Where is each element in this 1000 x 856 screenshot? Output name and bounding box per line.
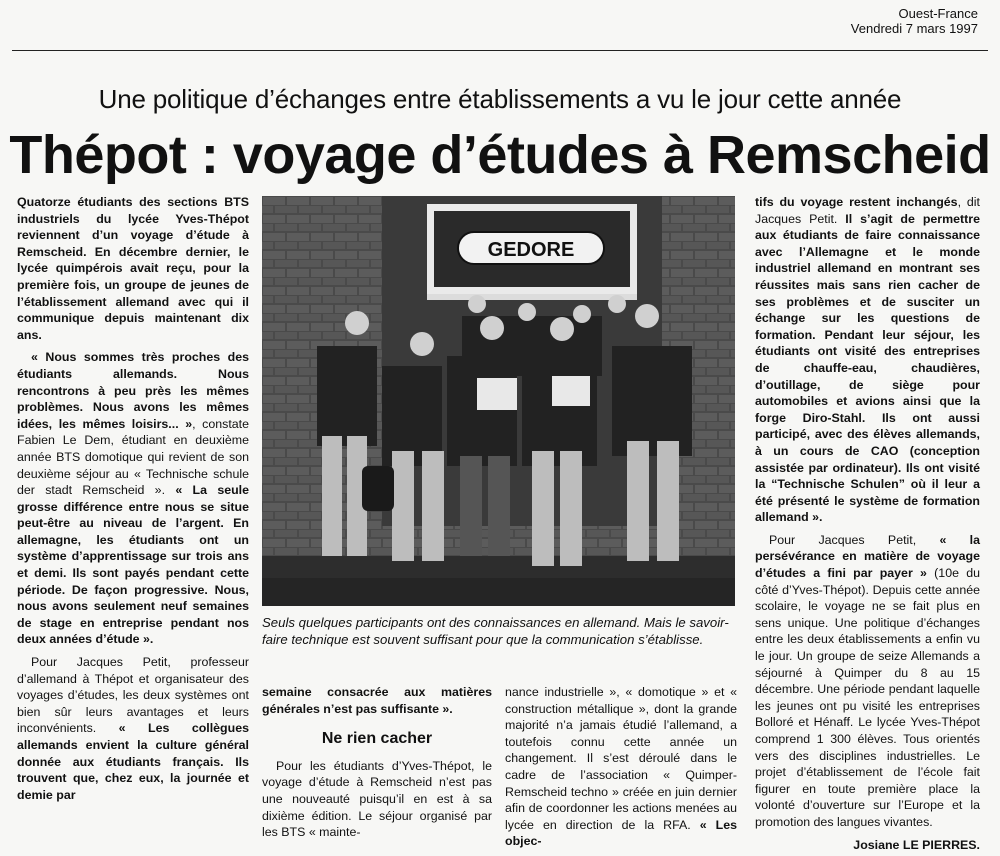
article-column-4 — [755, 194, 980, 853]
lead-paragraph: Quatorze étudiants des sections BTS industriels du lycée Yves-Thépot reviennent d’un voyage d’étude à Remscheid. En décembre dernier, le lycée quimpérois avait reçu, pour la première fois, un groupe de jeunes de l’établissement allemand avec qui il communique depuis maintenant dix ans. — [17, 195, 249, 342]
issue-date: Vendredi 7 mars 1997 — [850, 21, 978, 36]
article-column-2 — [262, 684, 492, 847]
header-rule — [12, 50, 988, 51]
group-photo — [262, 196, 735, 606]
paragraph: Pour Jacques Petit, « la persévérance en matière de voyage d’études a fini par payer » (10e du côté d’Yves-Thépot). Depuis cette année scolaire, le voyage ne se fait plus en sens unique. Une politique d’échanges entre les deux établissements a enfin vu le jour. Un groupe de seize Allemands a séjourné à Quimper du 8 au 15 décembre. Une période pendant laquelle les jeunes ont pu visité les entreprises Bolloré et Hénaff. Le lycée Yves-Thépot comprend 1 300 élèves. Tous orientés vers des disciplines industrielles. Le projet d’établissement de l’école fait figurer en toute première place la volonté d’ouverture sur l’Europe et la promotion des langues vivantes. — [755, 532, 981, 829]
gedore-sign: GEDORE — [487, 239, 575, 261]
photo-illustration — [262, 196, 735, 606]
subheading: Ne rien cacher — [321, 730, 433, 748]
masthead — [851, 6, 978, 36]
article-column-1 — [17, 194, 249, 809]
paragraph: nance industrielle », « domotique » et « construction métallique », dont la grande majorité n’a jamais étudié l’allemand, a toutefois connu cette année un changement. Il s’est déroulé dans le cadre de l’association « Quimper-Remscheid techno » créée en juin dernier afin de coordonner les actions menées au lycée en direction de la RFA. « Les objec- — [505, 685, 737, 849]
paragraph: semaine consacrée aux matières générales n’est pas suffisante ». — [262, 685, 492, 716]
headline: Thépot : voyage d’études à Remscheid — [9, 125, 991, 185]
article-column-3 — [505, 684, 737, 856]
paragraph: tifs du voyage restent inchangés, dit Jacques Petit. Il s’agit de permettre aux étudiants de faire connaissance avec l’Allemagne et le monde industriel allemand en montrant ses réussites mais sans rien cacher de ses problèmes et de susciter un échange sur les questions de formation. Pendant leur séjour, les étudiants ont visité des entreprises de chauffe-eau, chaudières, d’outillage, de siège pour automobiles et avions ainsi que la forge Diro-Stahl. Ils ont aussi participé, avec des élèves allemands, à un cours de CAO (conception assistée par ordinateur). Ils ont visité la “Technische Schulen” où il leur a été présenté le système de formation allemand ». — [755, 195, 980, 525]
paragraph: « Nous sommes très proches des étudiants allemands. Nous rencontrons à peu près les mêmes problèmes. Nous avons les mêmes idées, les mêmes loisirs... », constate Fabien Le Dem, étudiant en deuxième année BTS domotique qui revient de son deuxième séjour au « Technische schule der stadt Remscheid ». « La seule grosse différence entre nous se situe peut-être au niveau de l’argent. En allemagne, les étudiants ont un système d’apprentissage sur trois ans et demi. Ils sont payés pendant cette période. De façon progressive. Nous, nous avons seulement neuf semaines de stage en entreprise pendant nos deux années d’étude ». — [17, 350, 250, 647]
paragraph: Pour Jacques Petit, professeur d’allemand à Thépot et organisateur des voyages d’études, les deux systèmes ont bien sûr leurs avantages et leurs inconvénients. « Les collègues allemands envient la culture général donnée aux étudiants français. Ils trouvent que, chez eux, la journée et demie par — [17, 655, 249, 802]
kicker: Une politique d’échanges entre établissements a vu le jour cette année — [98, 84, 902, 114]
paragraph: Pour les étudiants d’Yves-Thépot, le voyage d’étude à Remscheid n’est pas une nouveauté puisqu’il en est à sa dixième édition. Le séjour organisé par les BTS « mainte- — [262, 758, 492, 840]
author-signature: Josiane LE PIERRES. — [853, 837, 980, 852]
photo-caption: Seuls quelques participants ont des connaissances en allemand. Mais le savoir-faire technique est souvent suffisant pour que la communication s’établisse. — [262, 615, 729, 647]
newspaper-name: Ouest-France — [898, 6, 978, 21]
